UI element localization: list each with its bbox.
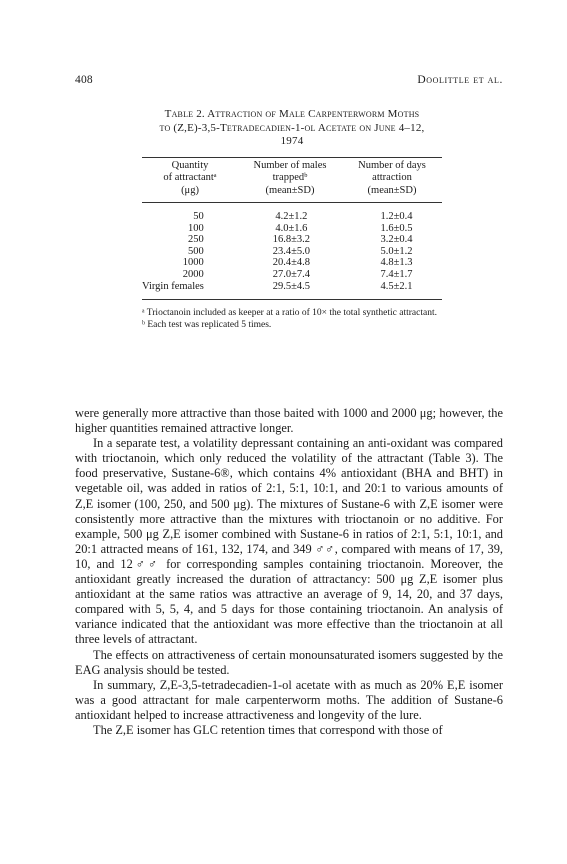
body-text bbox=[75, 406, 503, 738]
cell-quantity: 500 bbox=[187, 245, 204, 257]
table-row bbox=[142, 281, 442, 293]
table-bottom-rule bbox=[142, 299, 442, 300]
cell-days: 1.6±0.5 bbox=[380, 222, 413, 234]
cell-quantity: 250 bbox=[187, 234, 204, 246]
header-line: Quantity bbox=[171, 159, 209, 171]
cell-days: 7.4±1.7 bbox=[380, 268, 413, 280]
table-header-row bbox=[142, 158, 442, 200]
cell-days: 4.5±2.1 bbox=[380, 280, 413, 292]
cell-quantity: 100 bbox=[187, 222, 204, 234]
header-line: trappedᵇ bbox=[272, 172, 308, 183]
cell-quantity: Virgin females bbox=[142, 280, 204, 292]
table-footnotes bbox=[142, 308, 442, 331]
table-caption bbox=[142, 108, 442, 149]
cell-days: 4.8±1.3 bbox=[380, 257, 413, 269]
paragraph: The Z,E isomer has GLC retention times that correspond with those of bbox=[93, 722, 443, 737]
footnote-b: ᵇ Each test was replicated 5 times. bbox=[142, 319, 272, 330]
table-caption-line: to (Z,E)-3,5-Tetradecadien-1-ol Acetate on June 4–12, bbox=[159, 121, 425, 134]
header-line: Number of days bbox=[358, 159, 426, 171]
paragraph: In a separate test, a volatility depressant containing an anti-oxidant was compared with trioctanoin, which only reduced the volatility of the attractant (Table 3). The food preservative, Sustane-6®, which contains 4% antioxidant (BHA and BHT) in vegetable oil, was added in ratios of 2:1, 5:1, 10:1, and 20:1 to various amounts of Z,E isomer (100, 250, and 500 μg). The mixtures of Sustane-6 with Z,E isomer were consistently more attractive than the mixtures with trioctanoin or no additive. For example, 500 μg Z,E isomer combined with Sustane-6 in ratios of 2:1, 5:1, 10:1, and 20:1 attracted means of 161, 132, 174, and 349 ♂♂, compared with means of 17, 39, 10, and 12♂♂ for corresponding samples containing trioctanoin. Moreover, the antioxidant greatly increased the duration of attractancy: 500 μg Z,E isomer plus antioxidant at the same ratios was attractive an average of 9, 14, 20, and 37 days, compared with 5, 5, 4, and 5 days for those containing trioctanoin. An analysis of variance indicated that the antioxidant was more effective than the trioctanoin at all three levels of attractant. bbox=[75, 436, 503, 647]
cell-males: 20.4±4.8 bbox=[272, 257, 311, 269]
cell-males: 16.8±3.2 bbox=[272, 234, 311, 246]
cell-days: 5.0±1.2 bbox=[380, 245, 413, 257]
cell-days: 1.2±0.4 bbox=[380, 211, 413, 222]
table-header-rule bbox=[142, 202, 442, 203]
column-header-days bbox=[342, 158, 442, 200]
cell-quantity: 50 bbox=[193, 211, 204, 222]
footnote-a: ᵃ Trioctanoin included as keeper at a ratio of 10× the total synthetic attractant. bbox=[142, 308, 437, 319]
table-2 bbox=[142, 108, 442, 331]
table-row bbox=[142, 269, 442, 281]
cell-quantity: 2000 bbox=[182, 268, 204, 280]
column-header-quantity bbox=[142, 158, 238, 200]
table-row bbox=[142, 211, 442, 223]
header-line: (mean±SD) bbox=[367, 184, 417, 196]
header-line: (mean±SD) bbox=[265, 184, 315, 196]
paragraph: In summary, Z,E-3,5-tetradecadien-1-ol acetate with as much as 20% E,E isomer was a good attractant for male carpenterworm moths. The addition of Sustane-6 antioxidant helped to increase attractiveness and longevity of the lure. bbox=[75, 677, 503, 722]
page-number: 408 bbox=[75, 74, 93, 86]
table-row bbox=[142, 257, 442, 269]
running-head bbox=[75, 74, 503, 86]
cell-males: 27.0±7.4 bbox=[272, 268, 311, 280]
cell-males: 29.5±4.5 bbox=[272, 280, 311, 292]
table-row bbox=[142, 223, 442, 235]
paragraph: The effects on attractiveness of certain monounsaturated isomers suggested by the EAG analysis should be tested. bbox=[75, 647, 503, 677]
header-line: Number of males bbox=[253, 159, 327, 171]
cell-days: 3.2±0.4 bbox=[380, 234, 413, 246]
cell-quantity: 1000 bbox=[182, 257, 204, 269]
running-title: Doolittle et al. bbox=[417, 74, 503, 86]
data-table bbox=[142, 158, 442, 200]
header-line: of attractantᵃ bbox=[163, 172, 217, 183]
cell-males: 23.4±5.0 bbox=[272, 245, 311, 257]
header-line: (μg) bbox=[181, 184, 199, 196]
cell-males: 4.0±1.6 bbox=[275, 222, 308, 234]
data-table-body bbox=[142, 211, 442, 292]
header-line: attraction bbox=[372, 172, 412, 183]
table-caption-line: Table 2. Attraction of Male Carpenterworm Moths bbox=[164, 108, 420, 120]
table-row bbox=[142, 246, 442, 258]
table-row bbox=[142, 234, 442, 246]
paragraph: were generally more attractive than those baited with 1000 and 2000 μg; however, the higher quantities remained attractive longer. bbox=[75, 406, 503, 436]
cell-males: 4.2±1.2 bbox=[275, 211, 308, 222]
table-caption-line: 1974 bbox=[280, 135, 304, 147]
column-header-males bbox=[238, 158, 342, 200]
